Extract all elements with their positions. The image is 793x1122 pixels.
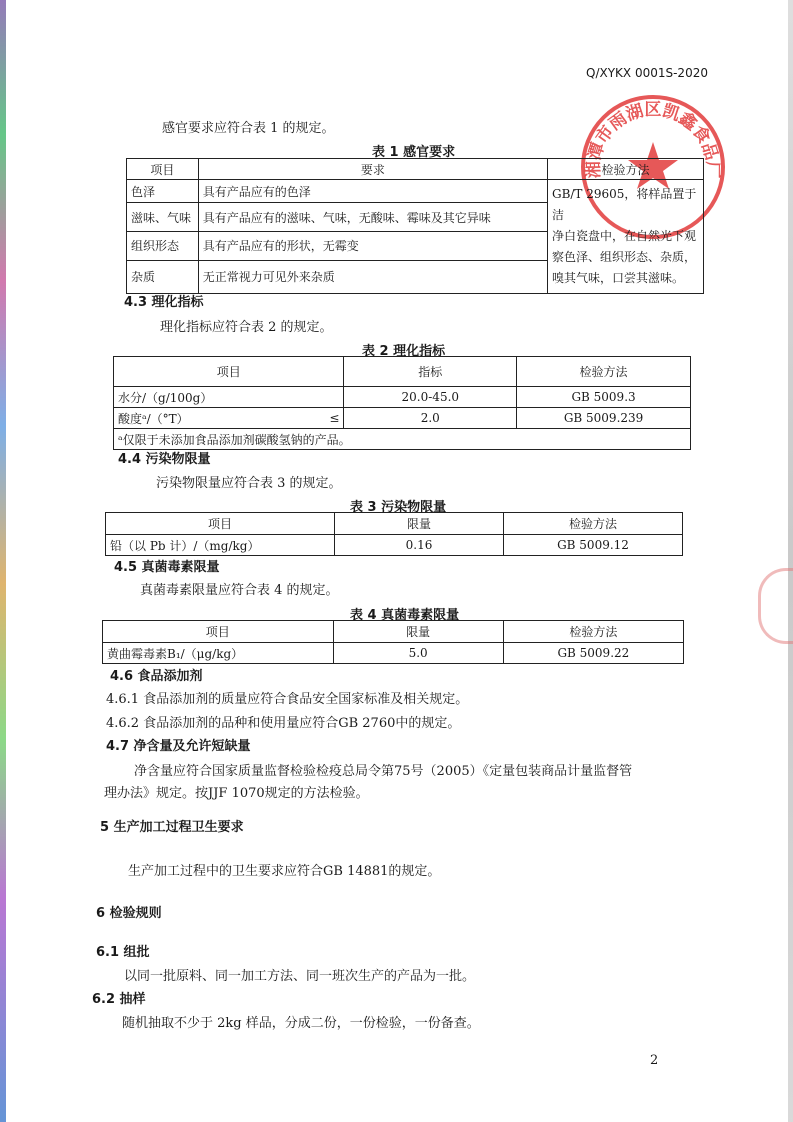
cell-item: 杂质 bbox=[127, 260, 199, 293]
section-4-7-line2: 理办法》规定。按JJF 1070规定的方法检验。 bbox=[104, 786, 369, 801]
table-row bbox=[103, 643, 684, 664]
table-note-row bbox=[114, 429, 691, 450]
table2-title: 表 2 理化指标 bbox=[362, 344, 446, 359]
cell-method: GB 5009.22 bbox=[503, 643, 683, 664]
section-6-heading: 6 检验规则 bbox=[96, 906, 162, 921]
table1-sensory bbox=[126, 158, 704, 294]
col-header: 检验方法 bbox=[503, 621, 683, 643]
scan-edge-right bbox=[788, 0, 793, 1122]
table-row bbox=[106, 535, 683, 556]
cell-method: GB 5009.239 bbox=[517, 408, 691, 429]
table4-title: 表 4 真菌毒素限量 bbox=[350, 608, 460, 623]
table-header-row bbox=[106, 513, 683, 535]
table-header-row bbox=[114, 357, 691, 387]
table2-physchem bbox=[113, 356, 691, 450]
section-4-6-1: 4.6.1 食品添加剂的质量应符合食品安全国家标准及相关规定。 bbox=[106, 692, 469, 707]
cell-value: 0.16 bbox=[335, 535, 504, 556]
cell-item: 色泽 bbox=[127, 180, 199, 203]
cell-value: 5.0 bbox=[333, 643, 503, 664]
section-6-1-text: 以同一批原料、同一加工方法、同一班次生产的产品为一批。 bbox=[124, 969, 476, 984]
section-6-1-heading: 6.1 组批 bbox=[96, 945, 150, 960]
cell-method: GB 5009.3 bbox=[517, 387, 691, 408]
table-row bbox=[114, 408, 691, 429]
cell-item: 水分/（g/100g） bbox=[114, 387, 316, 408]
col-header: 项目 bbox=[114, 357, 344, 387]
scan-edge-left bbox=[0, 0, 6, 1122]
section-4-6-2: 4.6.2 食品添加剂的品种和使用量应符合GB 2760中的规定。 bbox=[106, 716, 461, 731]
cell-item: 组织形态 bbox=[127, 232, 199, 261]
section-4-4-heading: 4.4 污染物限量 bbox=[118, 452, 211, 467]
table-row bbox=[114, 387, 691, 408]
col-header: 项目 bbox=[106, 513, 335, 535]
col-header: 限量 bbox=[335, 513, 504, 535]
cell-item: 黄曲霉毒素B₁/（μg/kg） bbox=[103, 643, 334, 664]
col-header: 指标 bbox=[344, 357, 517, 387]
sensory-intro: 感官要求应符合表 1 的规定。 bbox=[162, 121, 335, 136]
cell-method bbox=[547, 180, 703, 294]
table-header-row bbox=[103, 621, 684, 643]
col-header: 项目 bbox=[127, 159, 199, 180]
page-number: 2 bbox=[650, 1053, 659, 1068]
cell-req: 具有产品应有的滋味、气味，无酸味、霉味及其它异味 bbox=[198, 203, 547, 232]
cell-req: 具有产品应有的形状，无霉变 bbox=[198, 232, 547, 261]
cell-value: 20.0-45.0 bbox=[344, 387, 517, 408]
col-header: 要求 bbox=[198, 159, 547, 180]
cell-req: 具有产品应有的色泽 bbox=[198, 180, 547, 203]
table3-contaminants bbox=[105, 512, 683, 556]
section-4-3-text: 理化指标应符合表 2 的规定。 bbox=[160, 320, 333, 335]
table-note: ᵃ仅限于未添加食品添加剂碳酸氢钠的产品。 bbox=[114, 429, 691, 450]
section-4-5-heading: 4.5 真菌毒素限量 bbox=[114, 560, 220, 575]
cell-op bbox=[316, 387, 344, 408]
section-4-6-heading: 4.6 食品添加剂 bbox=[110, 669, 203, 684]
col-header: 检验方法 bbox=[547, 159, 703, 180]
section-4-7-heading: 4.7 净含量及允许短缺量 bbox=[106, 739, 251, 754]
seal-text: 湘潭市雨湖区凯鑫食品厂 bbox=[583, 100, 723, 179]
section-6-2-text: 随机抽取不少于 2kg 样品，分成二份，一份检验，一份备查。 bbox=[122, 1016, 480, 1031]
section-4-3-heading: 4.3 理化指标 bbox=[124, 295, 204, 310]
col-header: 检验方法 bbox=[504, 513, 683, 535]
partial-stamp-edge bbox=[758, 568, 793, 644]
section-5-heading: 5 生产加工过程卫生要求 bbox=[100, 820, 244, 835]
section-4-4-text: 污染物限量应符合表 3 的规定。 bbox=[156, 476, 342, 491]
table-row bbox=[127, 180, 704, 203]
table3-title: 表 3 污染物限量 bbox=[350, 500, 447, 515]
cell-item: 滋味、气味 bbox=[127, 203, 199, 232]
cell-req: 无正常视力可见外来杂质 bbox=[198, 260, 547, 293]
cell-item: 酸度ᵃ/（°T） bbox=[114, 408, 316, 429]
method-line: 嗅其气味，口尝其滋味。 bbox=[551, 271, 684, 285]
table4-mycotoxins bbox=[102, 620, 684, 664]
section-6-2-heading: 6.2 抽样 bbox=[92, 992, 146, 1007]
cell-value: 2.0 bbox=[344, 408, 517, 429]
method-line: 察色泽、组织形态、杂质， bbox=[551, 250, 696, 264]
col-header: 检验方法 bbox=[517, 357, 691, 387]
table1-title: 表 1 感官要求 bbox=[372, 145, 456, 160]
section-4-5-text: 真菌毒素限量应符合表 4 的规定。 bbox=[140, 583, 339, 598]
method-line: 净白瓷盘中，在自然光下观 bbox=[551, 229, 696, 243]
method-line: GB/T 29605，将样品置于洁 bbox=[551, 187, 697, 222]
section-4-7-line1: 净含量应符合国家质量监督检验检疫总局令第75号（2005）《定量包装商品计量监督管 bbox=[134, 764, 633, 779]
col-header: 项目 bbox=[103, 621, 334, 643]
table-header-row bbox=[127, 159, 704, 180]
cell-op: ≤ bbox=[316, 408, 344, 429]
standard-code: Q/XYKX 0001S-2020 bbox=[586, 66, 708, 80]
cell-item: 铅（以 Pb 计）/（mg/kg） bbox=[106, 535, 335, 556]
section-5-text: 生产加工过程中的卫生要求应符合GB 14881的规定。 bbox=[128, 864, 441, 879]
cell-method: GB 5009.12 bbox=[504, 535, 683, 556]
col-header: 限量 bbox=[333, 621, 503, 643]
